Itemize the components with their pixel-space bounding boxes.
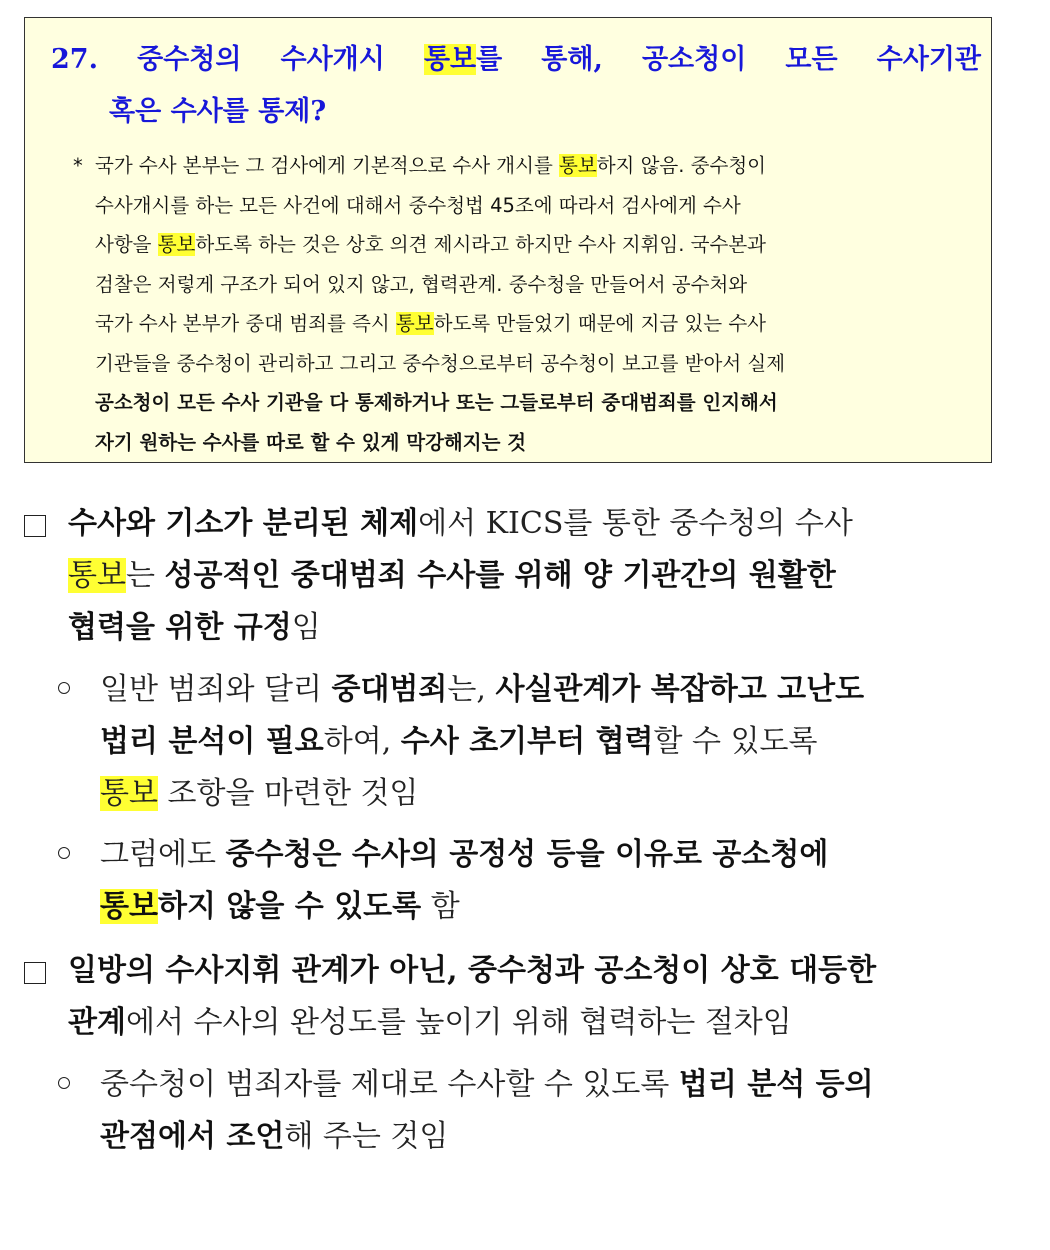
section1a-line3: 통보 조항을 마련한 것임 bbox=[100, 776, 419, 811]
question-title-line1: 27. 중수청의 수사개시 통보를 통해, 공소청이 모든 수사기관 bbox=[51, 44, 981, 75]
note-line-bold: 자기 원하는 수사를 따로 할 수 있게 막강해지는 것 bbox=[95, 430, 527, 454]
note-line: 사항을 통보하도록 하는 것은 상호 의견 제시라고 하지만 수사 지휘임. 국수본과 bbox=[95, 233, 766, 256]
note-line: 국가 수사 본부가 중대 범죄를 즉시 통보하도록 만들었기 때문에 지금 있는 수사 bbox=[95, 312, 766, 335]
note-line: 수사개시를 하는 모든 사건에 대해서 중수청법 45조에 따라서 검사에게 수사 bbox=[95, 193, 741, 217]
section1-line2: 통보는 성공적인 중대범죄 수사를 위해 양 기관간의 원활한 bbox=[68, 558, 836, 593]
question-title-line2: 혹은 수사를 통제? bbox=[109, 96, 327, 127]
square-bullet-icon bbox=[24, 962, 46, 984]
note-line: 국가 수사 본부는 그 검사에게 기본적으로 수사 개시를 통보하지 않음. 중수청이 bbox=[95, 154, 766, 177]
section1-line1: 수사와 기소가 분리된 체제에서 KICS를 통한 중수청의 수사 bbox=[68, 506, 853, 541]
section2-line1: 일방의 수사지휘 관계가 아닌, 중수청과 공소청이 상호 대등한 bbox=[68, 953, 877, 988]
section2a-line1: 중수청이 범죄자를 제대로 수사할 수 있도록 법리 분석 등의 bbox=[100, 1067, 874, 1102]
question-box bbox=[24, 17, 992, 463]
note-asterisk: * bbox=[73, 154, 83, 177]
circle-bullet-icon bbox=[58, 682, 70, 694]
highlight-notification: 통보 bbox=[423, 44, 477, 75]
circle-bullet-icon bbox=[58, 847, 70, 859]
section1b-line1: 그럼에도 중수청은 수사의 공정성 등을 이유로 공소청에 bbox=[100, 837, 829, 872]
circle-bullet-icon bbox=[58, 1077, 70, 1089]
section1a-line2: 법리 분석이 필요하여, 수사 초기부터 협력할 수 있도록 bbox=[100, 724, 818, 759]
note-line: 검찰은 저렇게 구조가 되어 있지 않고, 협력관계. 중수청을 만들어서 공수처와 bbox=[95, 272, 748, 296]
section1b-line2: 통보하지 않을 수 있도록 함 bbox=[100, 889, 460, 924]
square-bullet-icon bbox=[24, 515, 46, 537]
section1-line3: 협력을 위한 규정임 bbox=[68, 610, 321, 645]
section1a-line1: 일반 범죄와 달리 중대범죄는, 사실관계가 복잡하고 고난도 bbox=[100, 672, 865, 707]
note-line-bold: 공소청이 모든 수사 기관을 다 통제하거나 또는 그들로부터 중대범죄를 인지해서 bbox=[95, 391, 778, 414]
note-line: 기관들을 중수청이 관리하고 그리고 중수청으로부터 공수청이 보고를 받아서 실제 bbox=[95, 351, 786, 375]
section2-line2: 관계에서 수사의 완성도를 높이기 위해 협력하는 절차임 bbox=[68, 1005, 792, 1040]
section2a-line2: 관점에서 조언해 주는 것임 bbox=[100, 1119, 449, 1154]
